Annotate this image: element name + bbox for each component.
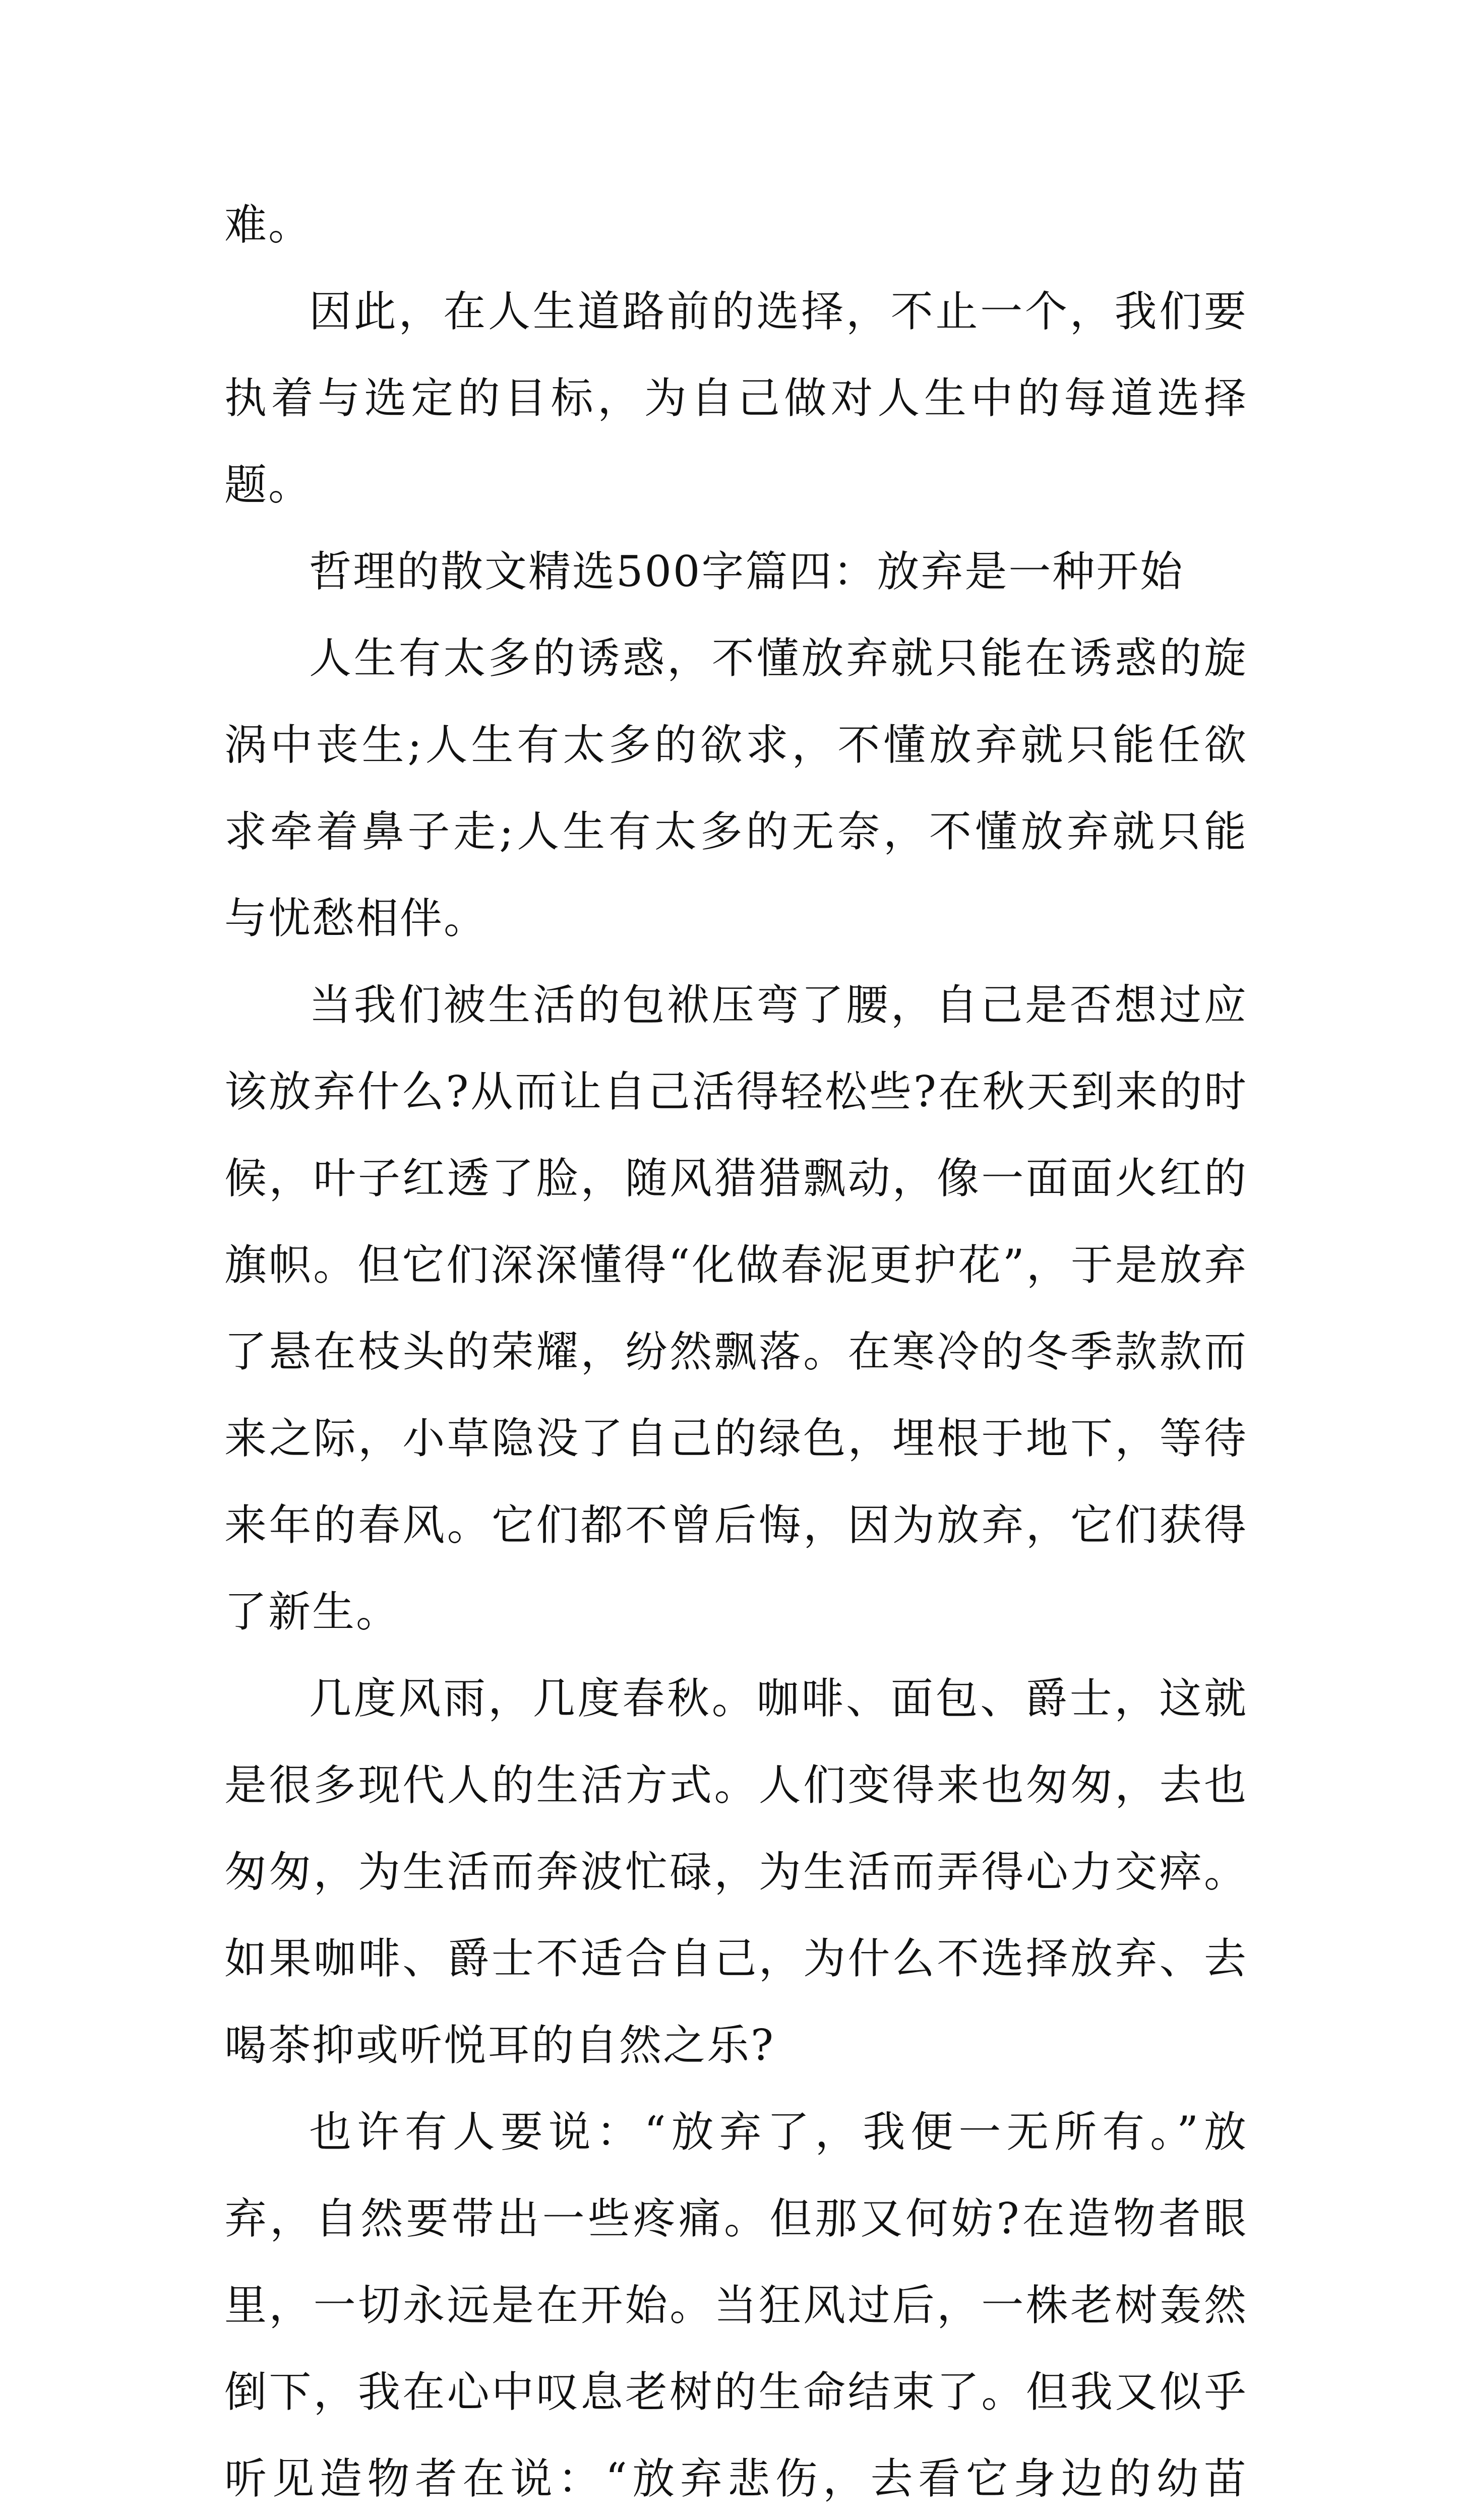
section-heading-four: 哲理的散文精选500字篇四：放弃是一种开始 <box>309 547 1184 596</box>
paragraph-beginning: 也许有人要说：“放弃了，我便一无所有。”放弃，自然要带出一些疼痛。但那又何妨?在造物者眼里，一切永远是在开始。当狂风过后，一株老树轰然倒下，我在心中叹息老树的生命结束了。但我又似乎听见造物者在说：“放弃悲伤，去看它身边的幼苗 <box>224 2107 1248 2503</box>
paragraph-lifestyle: 几度风雨，几度春秋。咖啡、面包、爵士，这就是很多现代人的生活方式。人们变得来也匆匆，去也匆匆，为生活而奔波忙碌，为生活而弄得心力交瘁。如果咖啡、爵士不适合自己，为什么不选择放弃、去喝茶抑或听悦耳的自然之乐? <box>224 1674 1248 2070</box>
paragraph-conclusion: 因此，在人生道路前的选择，不止一个，我们要执着与选定的目标，为自己做对人生中的每道选择题。 <box>224 287 1248 510</box>
paragraph-burden: 当我们被生活的包袱压弯了腰，自己是否想过应该放弃什么?从而让自己活得轻松些?在秋天到来的时候，叶子红透了脸，随风猎猎飘动，像一面面火红的旗帜。但它们深深懂得“化做春泥更护花”，于是放弃了悬在枝头的荣耀，纷然飘落。在寒冷的冬季款款而来之际，小草隐没了自己的绿色，埋根于地下，等待来年的春风。它们都不曾后悔，因为放弃，它们获得了新生。 <box>224 980 1248 1636</box>
paragraph-continuation: 难。 <box>224 200 313 249</box>
document-body <box>224 181 1248 2520</box>
paragraph-temptation: 人生有太多的诱惑，不懂放弃就只能在诱惑的旋涡中丧生;人生有太多的欲求，不懂放弃就只能任欲求牵着鼻子走;人生有太多的无奈，不懂放弃就只能与忧愁相伴。 <box>224 634 1248 943</box>
